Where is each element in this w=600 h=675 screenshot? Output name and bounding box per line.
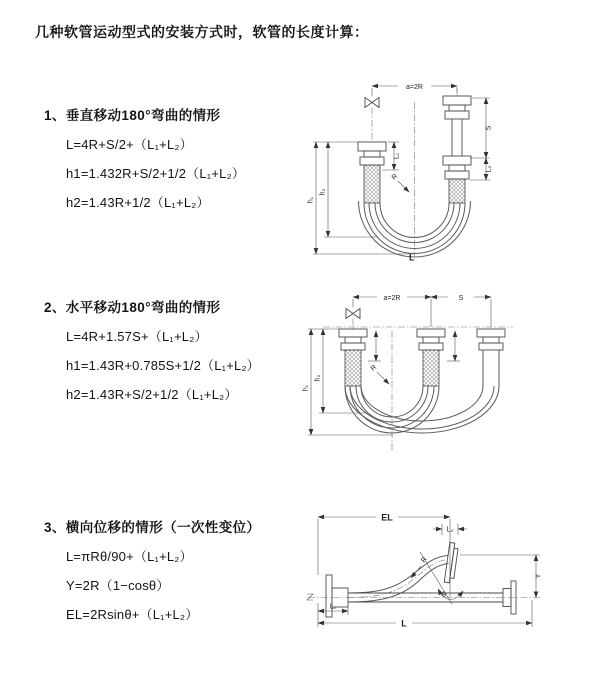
radius-label: R <box>390 172 400 182</box>
diagram-lateral-displacement <box>300 505 550 645</box>
formula: L=4R+S/2+（L₁+L₂） <box>66 137 193 152</box>
right-flange-lower <box>443 156 471 179</box>
page-title: 几种软管运动型式的安装方式时，软管的长度计算： <box>35 24 369 40</box>
diagram-horizontal-180-bend <box>298 283 533 465</box>
length-label: L <box>401 618 407 629</box>
datum-mark <box>307 594 313 600</box>
flange-right-displaced <box>477 329 505 350</box>
section-1-heading: 1、垂直移动180°弯曲的情形 <box>44 108 221 123</box>
dim-label-h1: h₁ <box>307 196 315 204</box>
dim-label-l1: L₁ <box>393 152 401 160</box>
dim-label-l2: L₂ <box>446 526 454 534</box>
dim-label-h2: h₂ <box>314 374 322 382</box>
dim-label-h2: h₂ <box>319 188 327 196</box>
dim-label-y: Y <box>535 573 543 579</box>
section-3-heading: 3、横向位移的情形（一次性变位） <box>44 520 261 535</box>
section-3 <box>44 516 314 623</box>
dim-label-el: EL <box>381 512 393 523</box>
flange-left <box>339 329 367 350</box>
flange-middle <box>417 329 445 350</box>
section-1 <box>44 104 314 211</box>
formula: h1=1.43R+0.785S+1/2（L₁+L₂） <box>66 358 260 373</box>
formula: EL=2Rsinθ+（L₁+L₂） <box>66 607 199 622</box>
left-flange <box>358 142 386 165</box>
formula: h2=1.43R+1/2（L₁+L₂） <box>66 195 210 210</box>
radius-label: R <box>369 363 379 373</box>
dim-y <box>460 555 540 598</box>
section-2 <box>44 296 314 403</box>
formula: L=4R+1.57S+（L₁+L₂） <box>66 329 208 344</box>
flange-displaced <box>444 542 458 583</box>
formula: Y=2R（1−cosθ） <box>66 578 170 593</box>
valve-icon <box>365 98 379 108</box>
diagram-vertical-180-bend <box>302 70 530 262</box>
formula: L=πRθ/90+（L₁+L₂） <box>66 549 193 564</box>
dim-label-a2r: a=2R <box>383 294 401 302</box>
braided-hose-left <box>345 350 361 386</box>
radius-label: R <box>420 555 429 565</box>
dim-label-s: S <box>485 125 493 131</box>
formula: h1=1.432R+S/2+1/2（L₁+L₂） <box>66 166 246 181</box>
dim-label-h1: h₁ <box>302 384 310 392</box>
braided-hose-middle <box>423 350 439 386</box>
dim-label-l1: L₁ <box>329 603 337 611</box>
s-curve-hose <box>348 556 449 603</box>
fitting-dims <box>368 331 460 361</box>
dim-length <box>318 600 532 627</box>
right-flange-upper <box>443 96 471 119</box>
length-label: L <box>409 252 415 262</box>
formula: h2=1.43R+S/2+1/2（L₁+L₂） <box>66 387 238 402</box>
dim-label-s: S <box>458 294 464 302</box>
angle-label: θ <box>442 592 446 599</box>
valve-icon <box>346 309 360 319</box>
braided-hose-left <box>364 165 380 203</box>
dim-el <box>318 517 450 597</box>
section-2-heading: 2、水平移动180°弯曲的情形 <box>44 300 221 315</box>
dim-a2r-s <box>353 294 491 327</box>
dim-label-l2: L₂ <box>485 165 493 173</box>
braided-hose-right <box>449 179 465 203</box>
dim-label-a2r: a=2R <box>406 83 423 91</box>
